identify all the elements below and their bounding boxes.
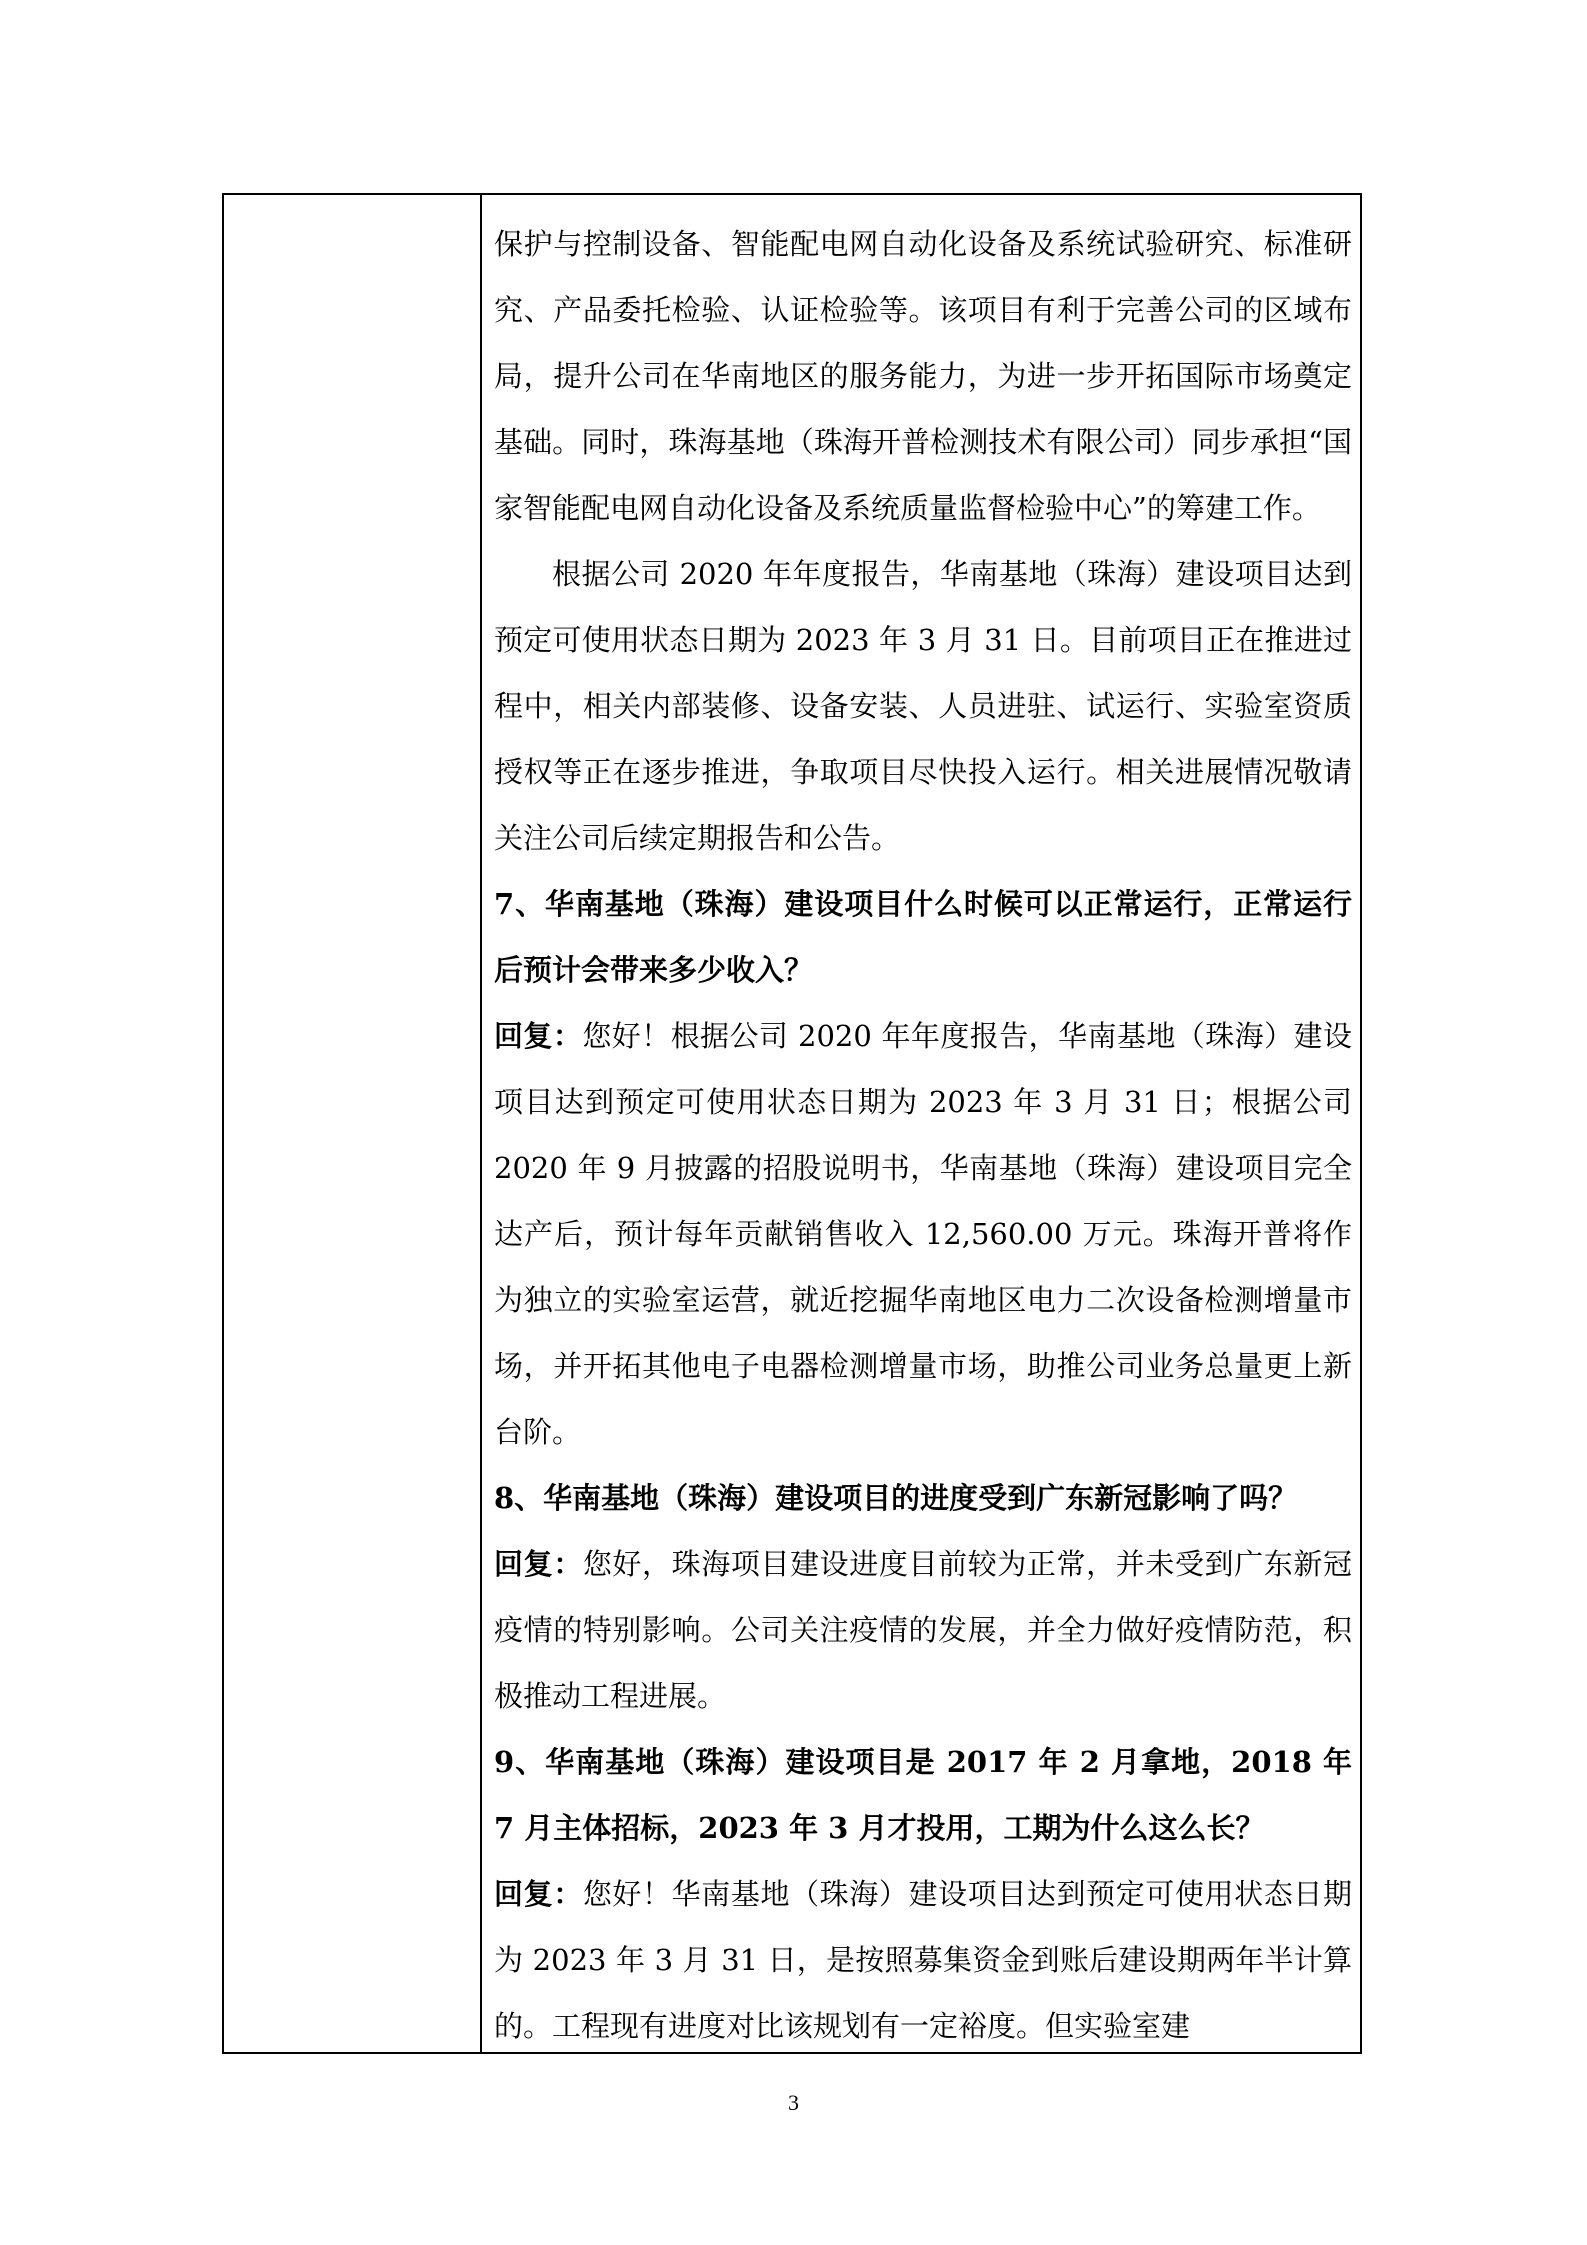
answer-9	[494, 1861, 1352, 2059]
answer-9-text: 您好！华南基地（珠海）建设项目达到预定可使用状态日期为 2023 年 3 月 31 日，是按照募集资金到账后建设期两年半计算的。工程现有进度对比该规划有一定裕度。但实验室建	[494, 1877, 1352, 2043]
reply-label: 回复：	[494, 1547, 583, 1581]
answer-8-text: 您好，珠海项目建设进度目前较为正常，并未受到广东新冠疫情的特别影响。公司关注疫情的发展，并全力做好疫情防范，积极推动工程进展。	[494, 1547, 1352, 1713]
page-number: 3	[788, 2090, 799, 2115]
question-7: 7、华南基地（珠海）建设项目什么时候可以正常运行，正常运行后预计会带来多少收入？	[494, 887, 1352, 987]
question-9: 9、华南基地（珠海）建设项目是 2017 年 2 月拿地，2018 年 7 月主体招标，2023 年 3 月才投用，工期为什么这么长？	[494, 1745, 1352, 1845]
answer-7-text: 您好！根据公司 2020 年年度报告，华南基地（珠海）建设项目达到预定可使用状态日期为 2023 年 3 月 31 日；根据公司 2020 年 9 月披露的招股说明书，华南基地（珠海）建设项目完全达产后，预计每年贡献销售收入 12,560.00 万元。珠海开普将作为独立的实验室运营，就近挖掘华南地区电力二次设备检测增量市场，并开拓其他电子电器检测增量市场，助推公司业务总量更上新台阶。	[494, 1019, 1352, 1449]
reply-label: 回复：	[494, 1019, 583, 1053]
document-table	[222, 193, 1362, 2054]
paragraph-project-intro: 保护与控制设备、智能配电网自动化设备及系统试验研究、标准研究、产品委托检验、认证检验等。该项目有利于完善公司的区域布局，提升公司在华南地区的服务能力，为进一步开拓国际市场奠定基础。同时，珠海基地（珠海开普检测技术有限公司）同步承担“国家智能配电网自动化设备及系统质量监督检验中心”的筹建工作。	[494, 227, 1352, 525]
paragraph-project-status: 根据公司 2020 年年度报告，华南基地（珠海）建设项目达到预定可使用状态日期为 2023 年 3 月 31 日。目前项目正在推进过程中，相关内部装修、设备安装、人员进驻、试运行、实验室资质授权等正在逐步推进，争取项目尽快投入运行。相关进展情况敬请关注公司后续定期报告和公告。	[494, 557, 1352, 855]
reply-label: 回复：	[494, 1877, 583, 1911]
table-content-cell	[494, 211, 1352, 2059]
answer-7	[494, 1003, 1352, 1465]
table-left-cell	[224, 195, 480, 2052]
answer-8	[494, 1531, 1352, 1729]
question-8: 8、华南基地（珠海）建设项目的进度受到广东新冠影响了吗？	[494, 1481, 1298, 1515]
table-column-divider	[480, 195, 482, 2052]
